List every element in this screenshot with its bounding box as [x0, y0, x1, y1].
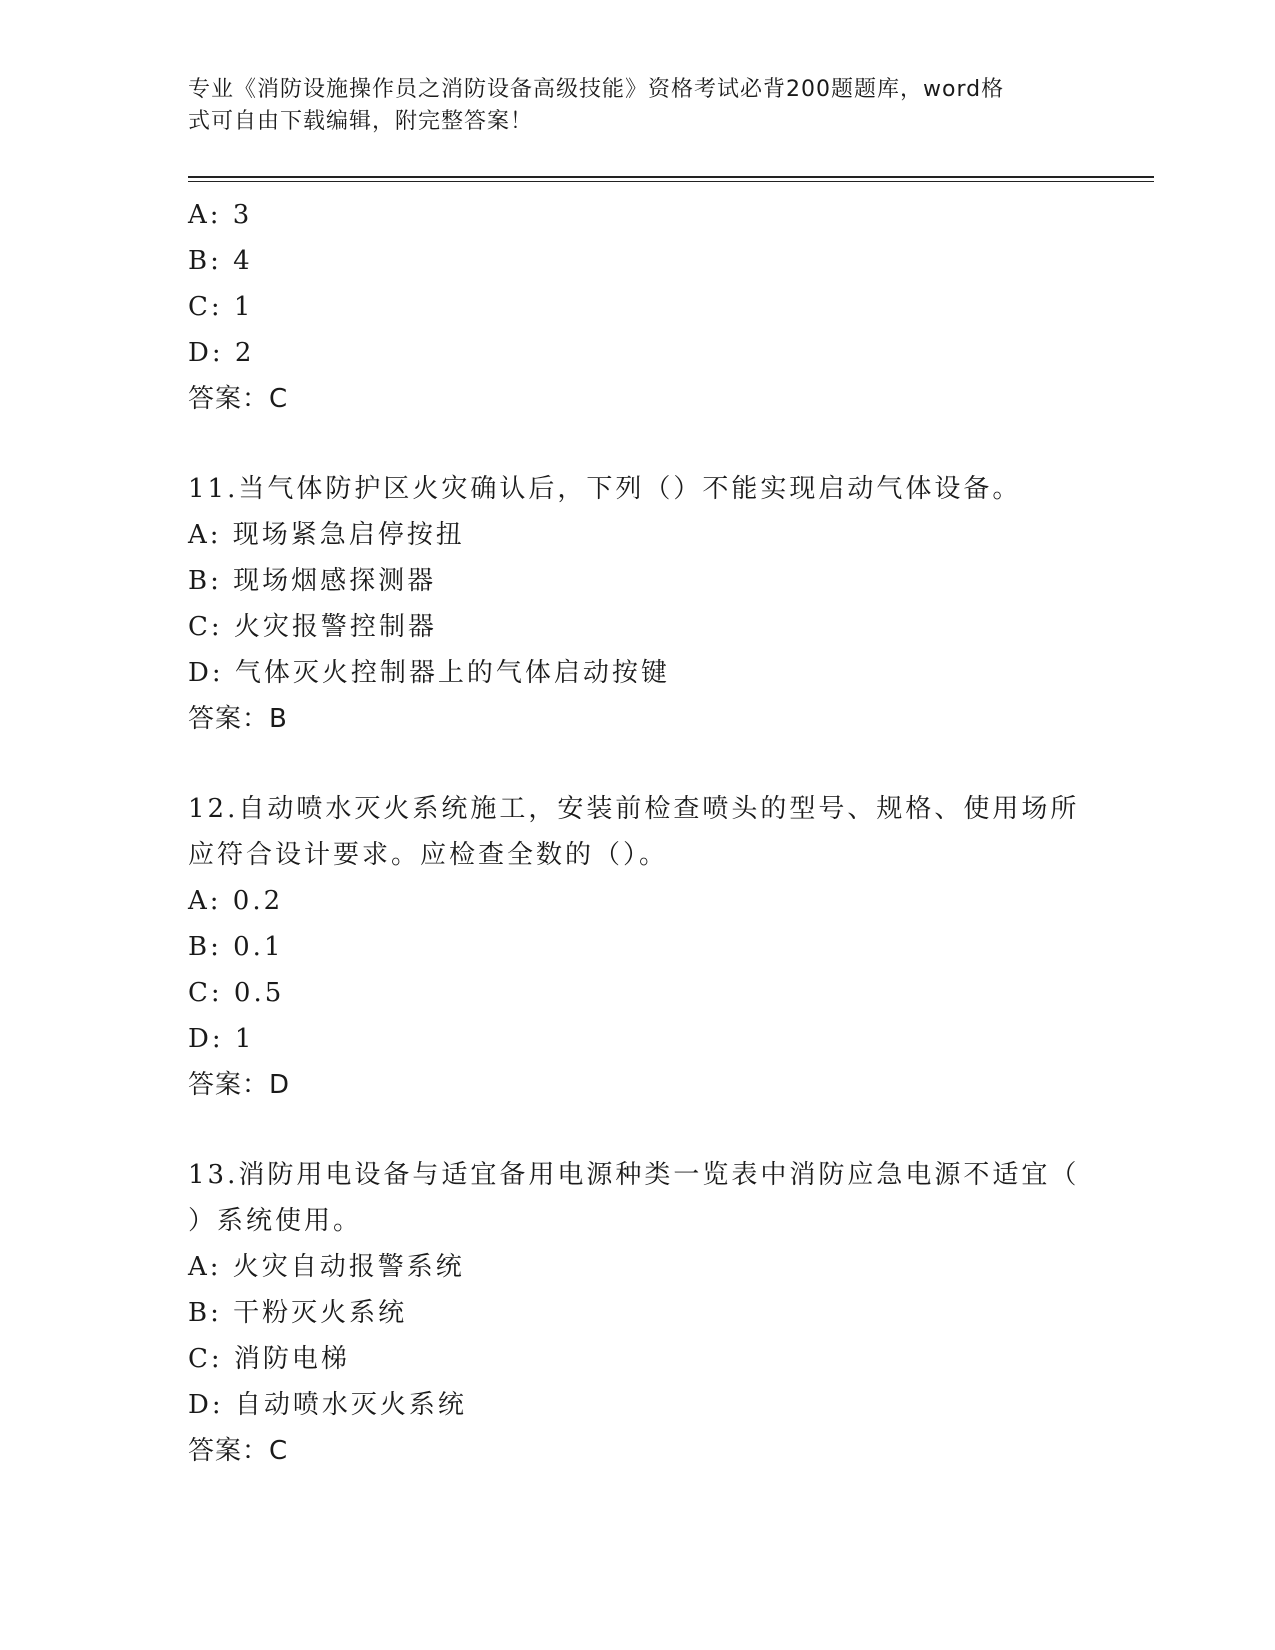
question-list [188, 192, 1088, 1474]
option-c: C: 火灾报警控制器 [188, 612, 437, 642]
option-b: B: 4 [188, 246, 253, 276]
document-header [188, 74, 1068, 138]
option-a: A: 火灾自动报警系统 [188, 1252, 465, 1282]
option-a: A: 0.2 [188, 886, 284, 916]
question-12 [188, 786, 1088, 1108]
option-d: D: 1 [188, 1024, 255, 1054]
question-stem-line-2: 应符合设计要求。应检查全数的（）。 [188, 840, 669, 870]
question-stem: 11.当气体防护区火灾确认后，下列（）不能实现启动气体设备。 [188, 474, 1022, 504]
header-rule-thin [188, 181, 1154, 182]
question-stem-line-1: 12.自动喷水灭火系统施工，安装前检查喷头的型号、规格、使用场所 [188, 794, 1080, 824]
option-b: B: 现场烟感探测器 [188, 566, 437, 596]
question-13 [188, 1152, 1088, 1474]
option-c: C: 消防电梯 [188, 1344, 350, 1374]
option-a: A: 现场紧急启停按扭 [188, 520, 465, 550]
option-b: B: 干粉灭火系统 [188, 1298, 408, 1328]
answer-line: 答案：C [188, 384, 289, 414]
option-d: D: 2 [188, 338, 255, 368]
question-stem-line-1: 13.消防用电设备与适宜备用电源种类一览表中消防应急电源不适宜（ [188, 1160, 1080, 1190]
header-line-2: 式可自由下载编辑，附完整答案！ [188, 109, 534, 134]
answer-line: 答案：B [188, 704, 288, 734]
question-10 [188, 192, 1088, 422]
option-a: A: 3 [188, 200, 253, 230]
option-b: B: 0.1 [188, 932, 284, 962]
answer-line: 答案：C [188, 1436, 289, 1466]
header-line-1: 专业《消防设施操作员之消防设备高级技能》资格考试必背200题题库，word格 [188, 77, 1005, 102]
option-c: C: 0.5 [188, 978, 285, 1008]
header-rule-thick [188, 176, 1154, 178]
question-11 [188, 466, 1088, 742]
question-stem-line-2: ）系统使用。 [188, 1206, 363, 1236]
option-c: C: 1 [188, 292, 254, 322]
answer-line: 答案：D [188, 1070, 291, 1100]
option-d: D: 气体灭火控制器上的气体启动按键 [188, 658, 670, 688]
option-d: D: 自动喷水灭火系统 [188, 1390, 467, 1420]
